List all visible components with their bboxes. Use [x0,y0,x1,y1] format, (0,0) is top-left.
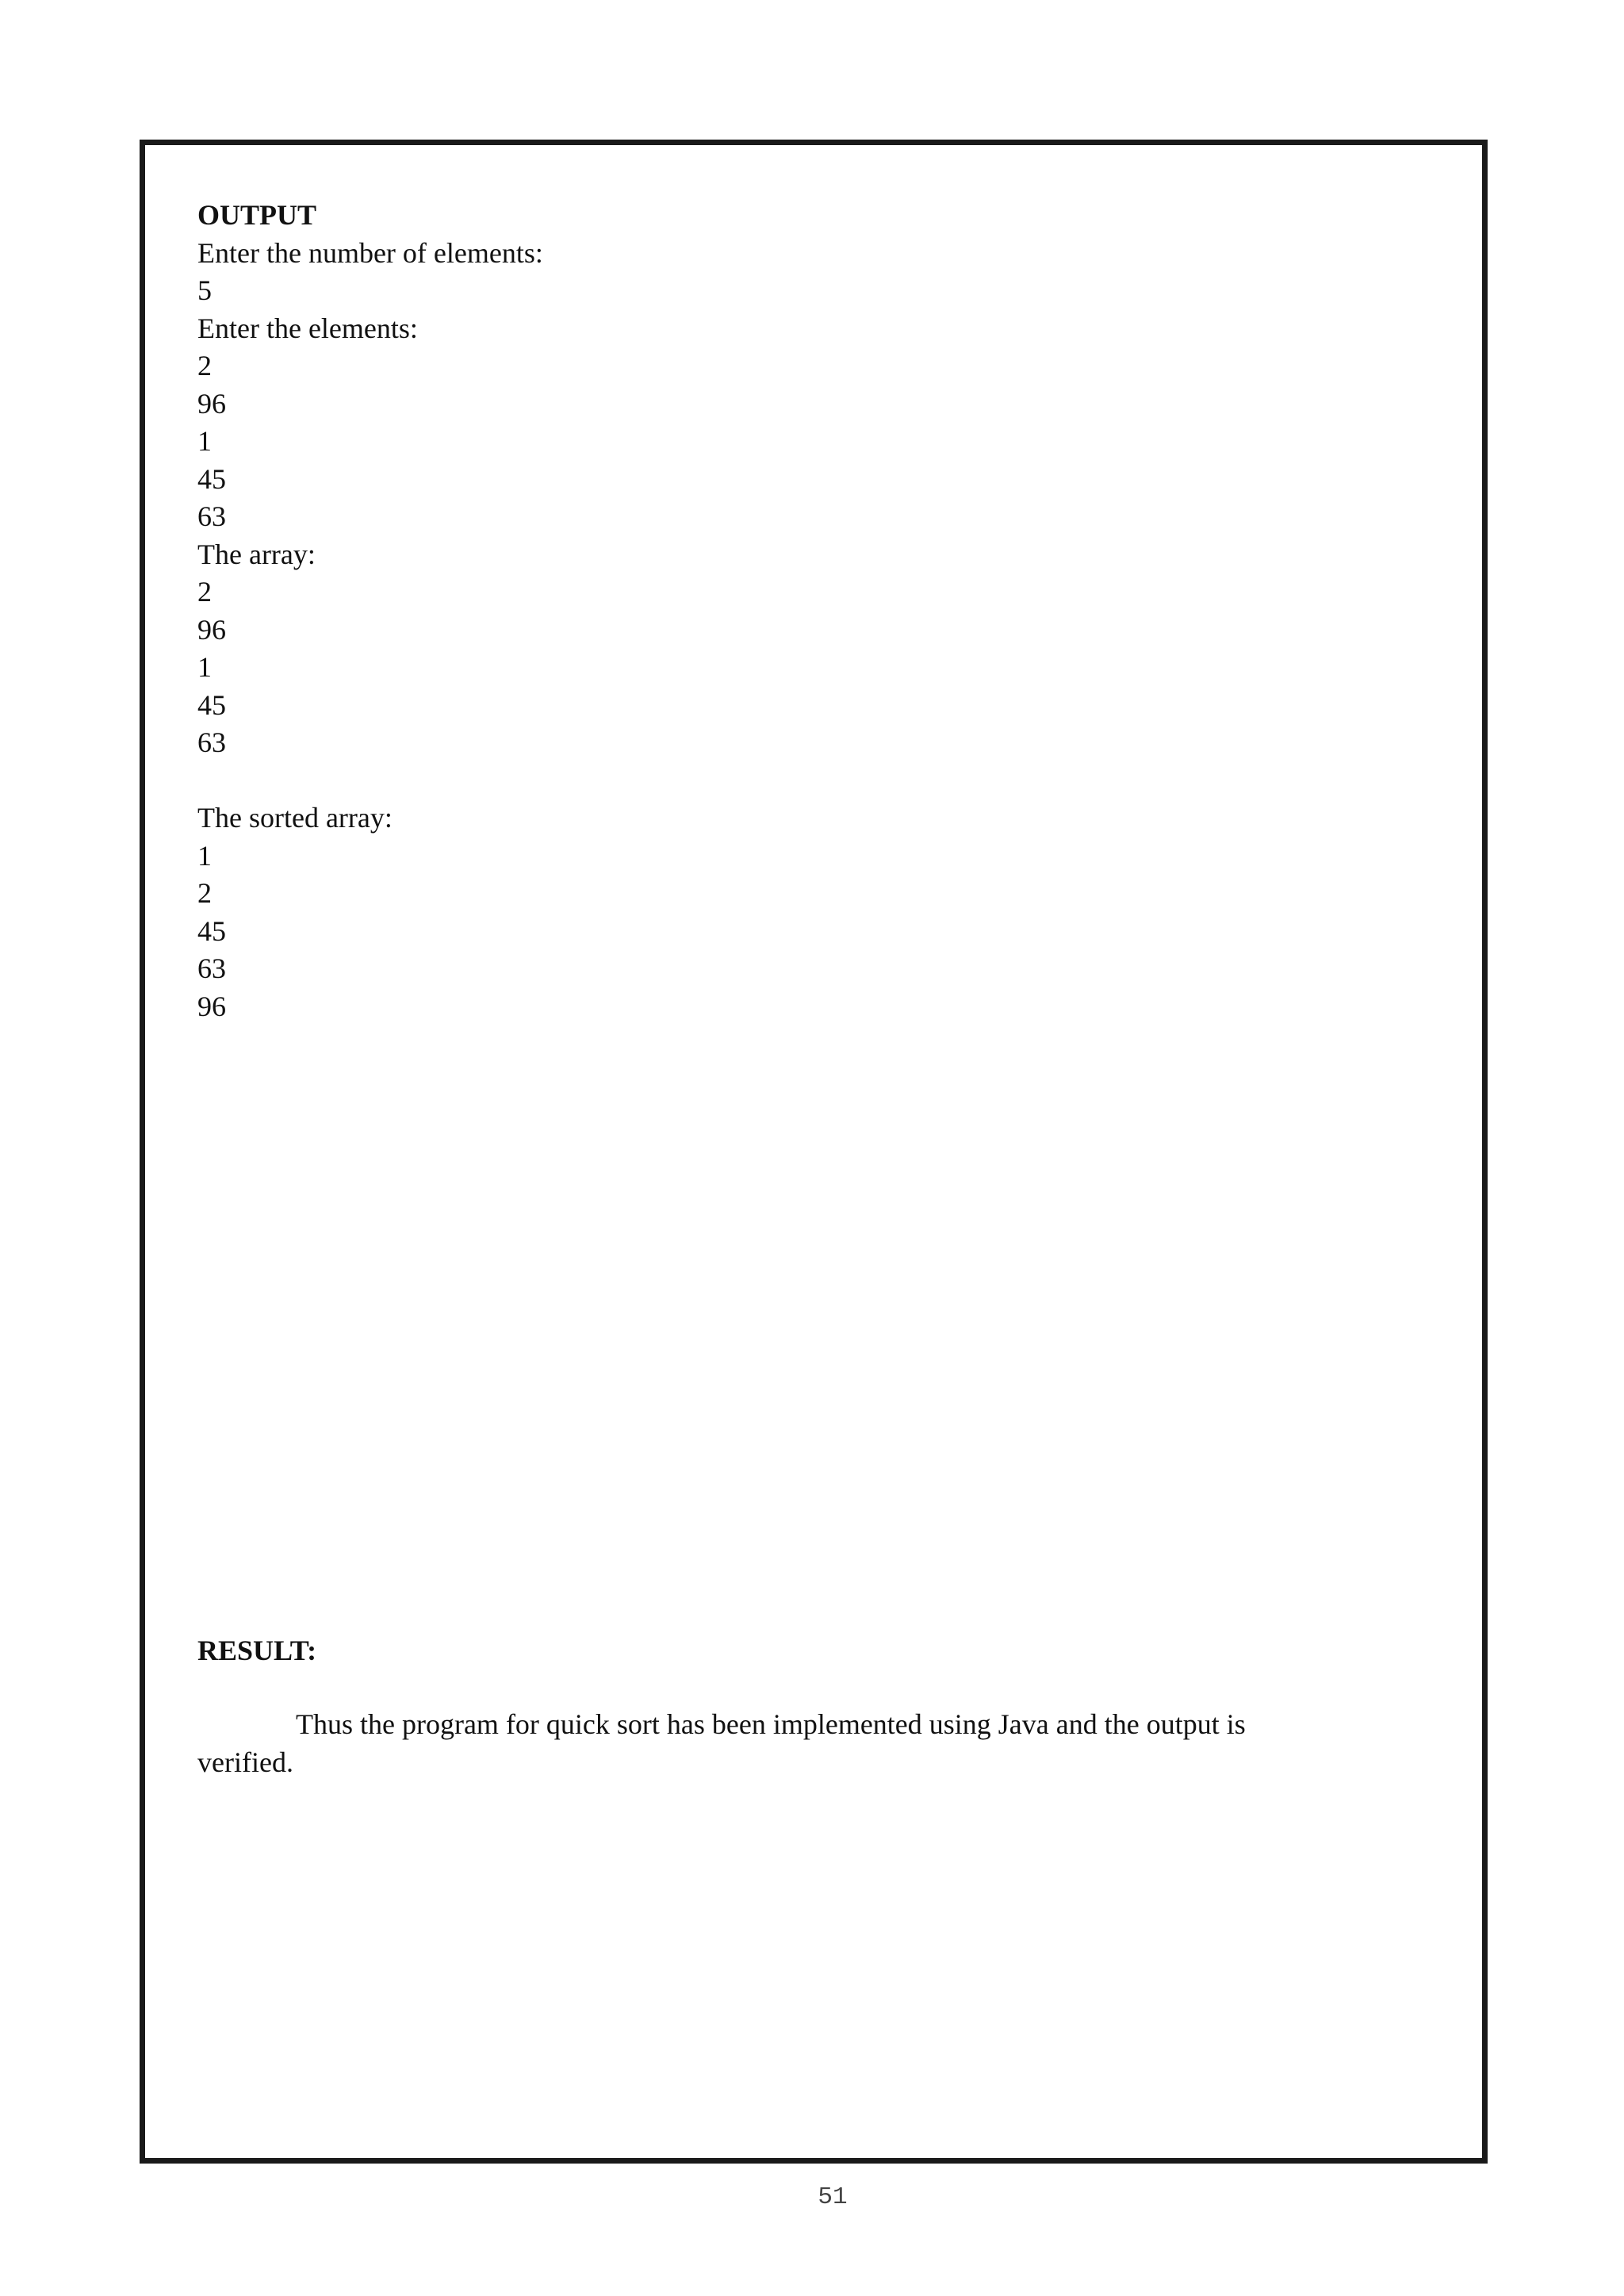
sorted-element: 2 [197,877,212,909]
sorted-label: The sorted array: [197,802,393,834]
array-element: 45 [197,688,226,721]
array-label: The array: [197,538,316,570]
array-element: 1 [197,651,212,683]
array-element: 96 [197,613,226,646]
result-heading: RESULT: [197,1635,317,1666]
blank-line [197,762,1434,800]
input-element: 2 [197,350,212,381]
sorted-element: 63 [197,953,226,984]
prompt-count-text: Enter the number of elements: [197,236,543,269]
output-heading: OUTPUT [197,199,317,231]
sorted-element: 1 [197,839,212,872]
count-value: 5 [197,274,212,306]
input-element: 1 [197,425,212,457]
input-element: 45 [197,462,226,495]
result-text: Thus the program for quick sort has been implemented using Java and the output is verified. [197,1708,1246,1778]
output-section [197,197,1434,1025]
array-element: 2 [197,576,212,608]
prompt-elements-text: Enter the elements: [197,312,418,344]
page-number: 51 [818,2183,848,2211]
sorted-element: 96 [197,990,226,1022]
input-element: 63 [197,500,226,532]
input-element: 96 [197,387,226,420]
array-element: 63 [197,726,226,758]
sorted-element: 45 [197,914,226,947]
